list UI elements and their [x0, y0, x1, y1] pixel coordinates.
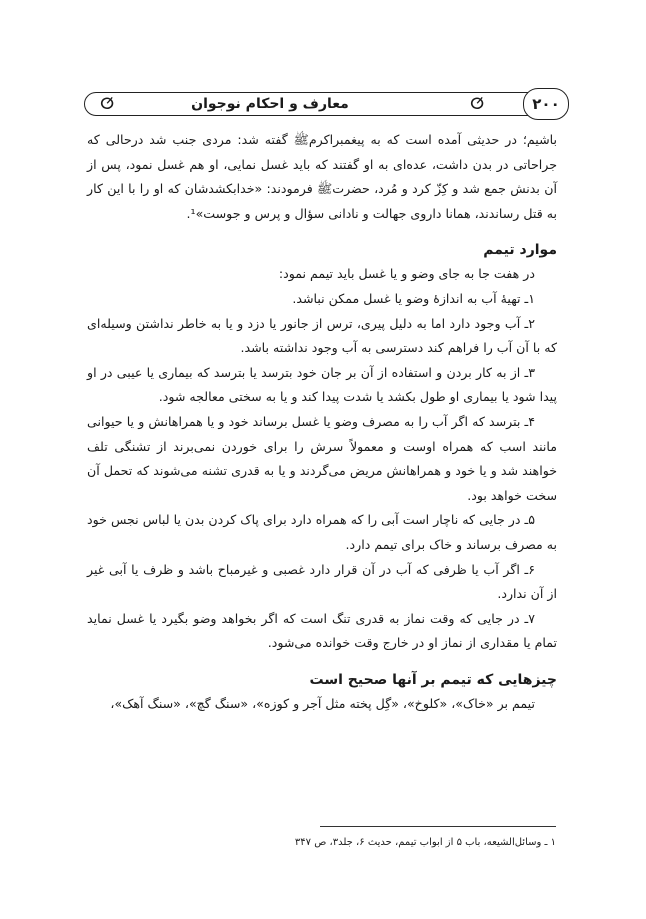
footnote-divider	[320, 826, 556, 827]
list-item: ۴ـ بترسد که اگر آب را به مصرف وضو یا غسل برساند خود و یا همراهانش و یا حیوانی مانند اسب که همراه اوست و معمولاً سرش را برای خوردن نمی‌برند از تشنگی تلف خواهند شد و یا خود و همراهانش مریض می‌گردند و یا به قدری تشنه می‌شوند که تحمل آن سخت خواهد بود.	[87, 413, 557, 503]
list-item: ۱ـ تهیهٔ آب به اندازهٔ وضو یا غسل ممکن نباشد.	[292, 290, 535, 306]
section2-paragraph: تیمم بر «خاک»، «کلوخ»، «گِل پخته مثل آجر و کوزه»، «سنگ گچ»، «سنگ آهک»،	[110, 695, 535, 711]
section-intro: در هفت جا به جای وضو و یا غسل باید تیمم نمود:	[278, 266, 535, 282]
list-item: ۶ـ اگر آب یا ظرفی که آب در آن قرار دارد غصبی و غیرمباح باشد و ظرف یا آبی غیر از آن ندارد.	[87, 561, 557, 602]
header-ornament-left: ⵚ	[100, 94, 115, 113]
page-number: ۲۰۰	[523, 88, 569, 120]
book-title: معارف و احکام نوجوان	[191, 96, 349, 112]
list-item: ۷ـ در جایی که وقت نماز به قدری تنگ است که اگر بخواهد وضو بگیرد یا غسل نماید تمام یا مقداری از نماز او در خارج وقت خوانده می‌شود.	[87, 610, 557, 651]
intro-paragraph: باشیم؛ در حدیثی آمده است که به پیغمبراکرمﷺ گفته شد: مردی جنب شد در‌حالی که جراحاتی در بدن داشت، عده‌ای به او گفتند که باید غسل نمایی، او هم غسل نمود، پس از آن بدنش جمع شد و کِزّ کرد و مُرد، حضرتﷺ فرمودند: «خدابکشدشان که او را با این کار به قتل رساندند، همانا داروی جهالت و نادانی سؤال و پرس و جوست»¹.	[87, 132, 557, 221]
list-item: ۵ـ در جایی که ناچار است آبی را که همراه دارد برای پاک کردن بدن یا لباس نجس خود به مصرف برساند و خاک برای تیمم دارد.	[87, 512, 557, 552]
page-body	[87, 128, 557, 716]
list-item: ۳ـ از به کار بردن و استفاده از آن بر جان خود بترسد یا بترسد که بیماری یا عیبی در او پیدا شود یا بیماری او طول بکشد یا شدت پیدا کند و یا به سختی معالجه شود.	[87, 364, 557, 405]
header-ornament-right: ⵚ	[470, 94, 485, 113]
list-item: ۲ـ آب وجود دارد اما به دلیل پیری، ترس از جانور یا دزد و یا به خاطر نداشتن وسیله‌ای که با آن آب را فراهم کند دسترسی به آب وجود نداشته باشد.	[87, 315, 557, 356]
section-heading-valid-surfaces: چیزهایی که تیمم بر آنها صحیح است	[309, 671, 557, 688]
section-heading-tayammum-cases: موارد تیمم	[483, 242, 557, 259]
footnote: ۱ ـ وسائل‌الشیعه، باب ۵ از ابواب تیمم، حدیث ۶، جلد۳، ص ۳۴۷	[294, 837, 556, 848]
